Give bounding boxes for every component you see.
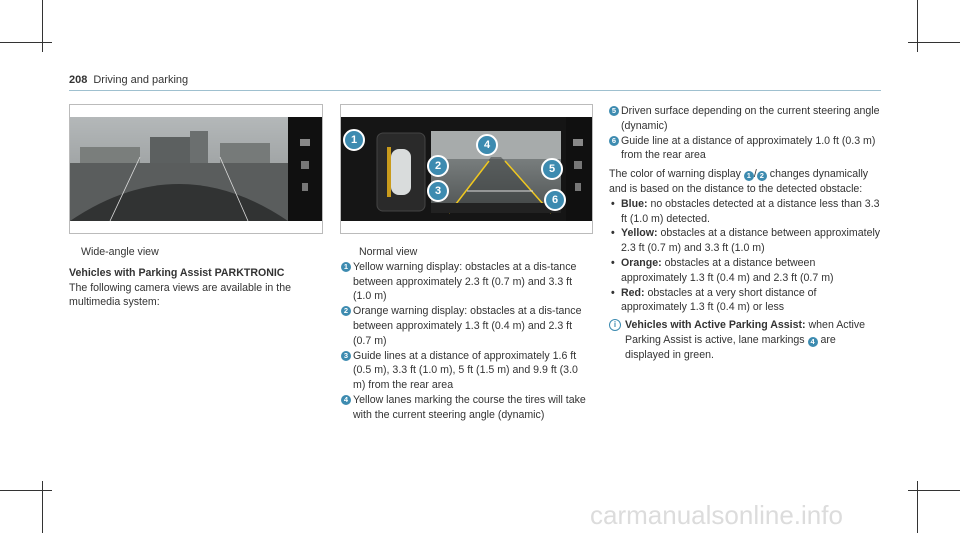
number-badge: 3 <box>341 351 351 361</box>
list-item-text: Guide line at a distance of approximately 1.0 ft (0.3 m) from the rear area <box>621 134 876 162</box>
paragraph <box>609 167 881 197</box>
normal-view-figure <box>340 104 593 234</box>
list-item-text: Guide lines at a distance of approximately 1.6 ft (0.5 m), 3.3 ft (1.0 m), 5 ft (1.5 m) and 9.9 ft (3.0 m) from the rear area <box>353 349 578 392</box>
crop-mark <box>917 0 918 52</box>
section-heading: Vehicles with Parking Assist PARKTRONIC <box>69 266 285 279</box>
page-header <box>69 74 188 86</box>
callout-6: 6 <box>544 189 566 211</box>
number-badge: 4 <box>808 337 818 347</box>
number-badge: 2 <box>341 306 351 316</box>
bullet-label: Blue: <box>621 197 648 210</box>
wide-angle-camera-image <box>70 117 322 221</box>
wide-angle-figure <box>69 104 323 234</box>
crop-mark <box>908 42 960 43</box>
note-text: are displayed in green. <box>625 333 836 361</box>
number-badge: 1 <box>744 171 754 181</box>
bullet-dot-icon: • <box>611 286 615 299</box>
wide-angle-camera-scene <box>70 117 322 221</box>
list-item <box>341 260 591 304</box>
left-column <box>69 245 321 310</box>
callout-3: 3 <box>427 180 449 202</box>
bullet-item <box>609 286 881 316</box>
crop-mark <box>42 481 43 533</box>
info-icon: i <box>609 319 621 331</box>
number-badge: 2 <box>757 171 767 181</box>
watermark: carmanualsonline.info <box>590 500 843 530</box>
header-rule <box>69 90 881 91</box>
bullet-dot-icon: • <box>611 227 615 240</box>
bullet-text: no obstacles detected at a distance less than 3.3 ft (1.0 m) detected. <box>621 197 880 225</box>
number-badge: 5 <box>609 106 619 116</box>
bullet-text: obstacles at a very short distance of approximately 1.3 ft (0.4 m) or less <box>621 286 817 314</box>
number-badge: 1 <box>341 262 351 272</box>
bullet-item <box>609 226 881 256</box>
list-item-text: Yellow lanes marking the course the tires will take with the current steering angle (dynamic) <box>353 393 586 421</box>
list-item <box>609 104 881 134</box>
bullet-text: obstacles at a distance between approximately 2.3 ft (0.7 m) and 3.3 ft (1.0 m) <box>621 227 881 255</box>
crop-mark <box>908 490 960 491</box>
paragraph-text: The color of warning display <box>609 168 741 181</box>
bullet-item <box>609 197 881 227</box>
crop-mark <box>0 490 52 491</box>
right-column <box>609 104 881 363</box>
number-badge: 4 <box>341 395 351 405</box>
paragraph: The following camera views are available in the multimedia system: <box>69 281 291 309</box>
bullet-text: obstacles at a distance between approximately 1.3 ft (0.4 m) and 2.3 ft (0.7 m) <box>621 256 834 284</box>
bullet-label: Yellow: <box>621 227 658 240</box>
section-title: Driving and parking <box>93 74 189 86</box>
separator: / <box>753 168 757 181</box>
callout-1: 1 <box>343 129 365 151</box>
info-note <box>609 318 881 362</box>
callout-5: 5 <box>541 158 563 180</box>
list-item <box>341 349 591 393</box>
bullet-dot-icon: • <box>611 197 615 210</box>
crop-mark <box>42 0 43 52</box>
figure-caption: Normal view <box>359 246 418 258</box>
crop-mark <box>0 42 52 43</box>
note-text: when Active Parking Assist is active, lane markings <box>625 319 866 346</box>
list-item-text: Yellow warning display: obstacles at a dis-tance between approximately 2.3 ft (0.7 m) and 3.3 ft (1.0 m) <box>353 260 577 303</box>
note-label: Vehicles with Active Parking Assist: <box>625 319 806 332</box>
page-number: 208 <box>69 74 88 86</box>
crop-mark <box>917 481 918 533</box>
paragraph-text: changes dynamically and is based on the distance to the detected obstacle: <box>609 168 869 195</box>
list-item-text: Driven surface depending on the current steering angle (dynamic) <box>621 105 880 132</box>
bullet-dot-icon: • <box>611 256 615 269</box>
list-item <box>341 304 591 348</box>
bullet-label: Red: <box>621 286 645 299</box>
figure-caption: Wide-angle view <box>81 246 159 258</box>
list-item <box>609 134 881 164</box>
callout-4: 4 <box>476 134 498 156</box>
middle-column <box>341 245 591 423</box>
list-item-text: Orange warning display: obstacles at a dis-tance between approximately 1.3 ft (0.4 m) and 2.3 ft (0.7 m) <box>353 305 582 347</box>
bullet-item <box>609 256 881 286</box>
number-badge: 6 <box>609 136 619 146</box>
bullet-label: Orange: <box>621 256 662 269</box>
list-item <box>341 393 591 423</box>
callout-2: 2 <box>427 155 449 177</box>
